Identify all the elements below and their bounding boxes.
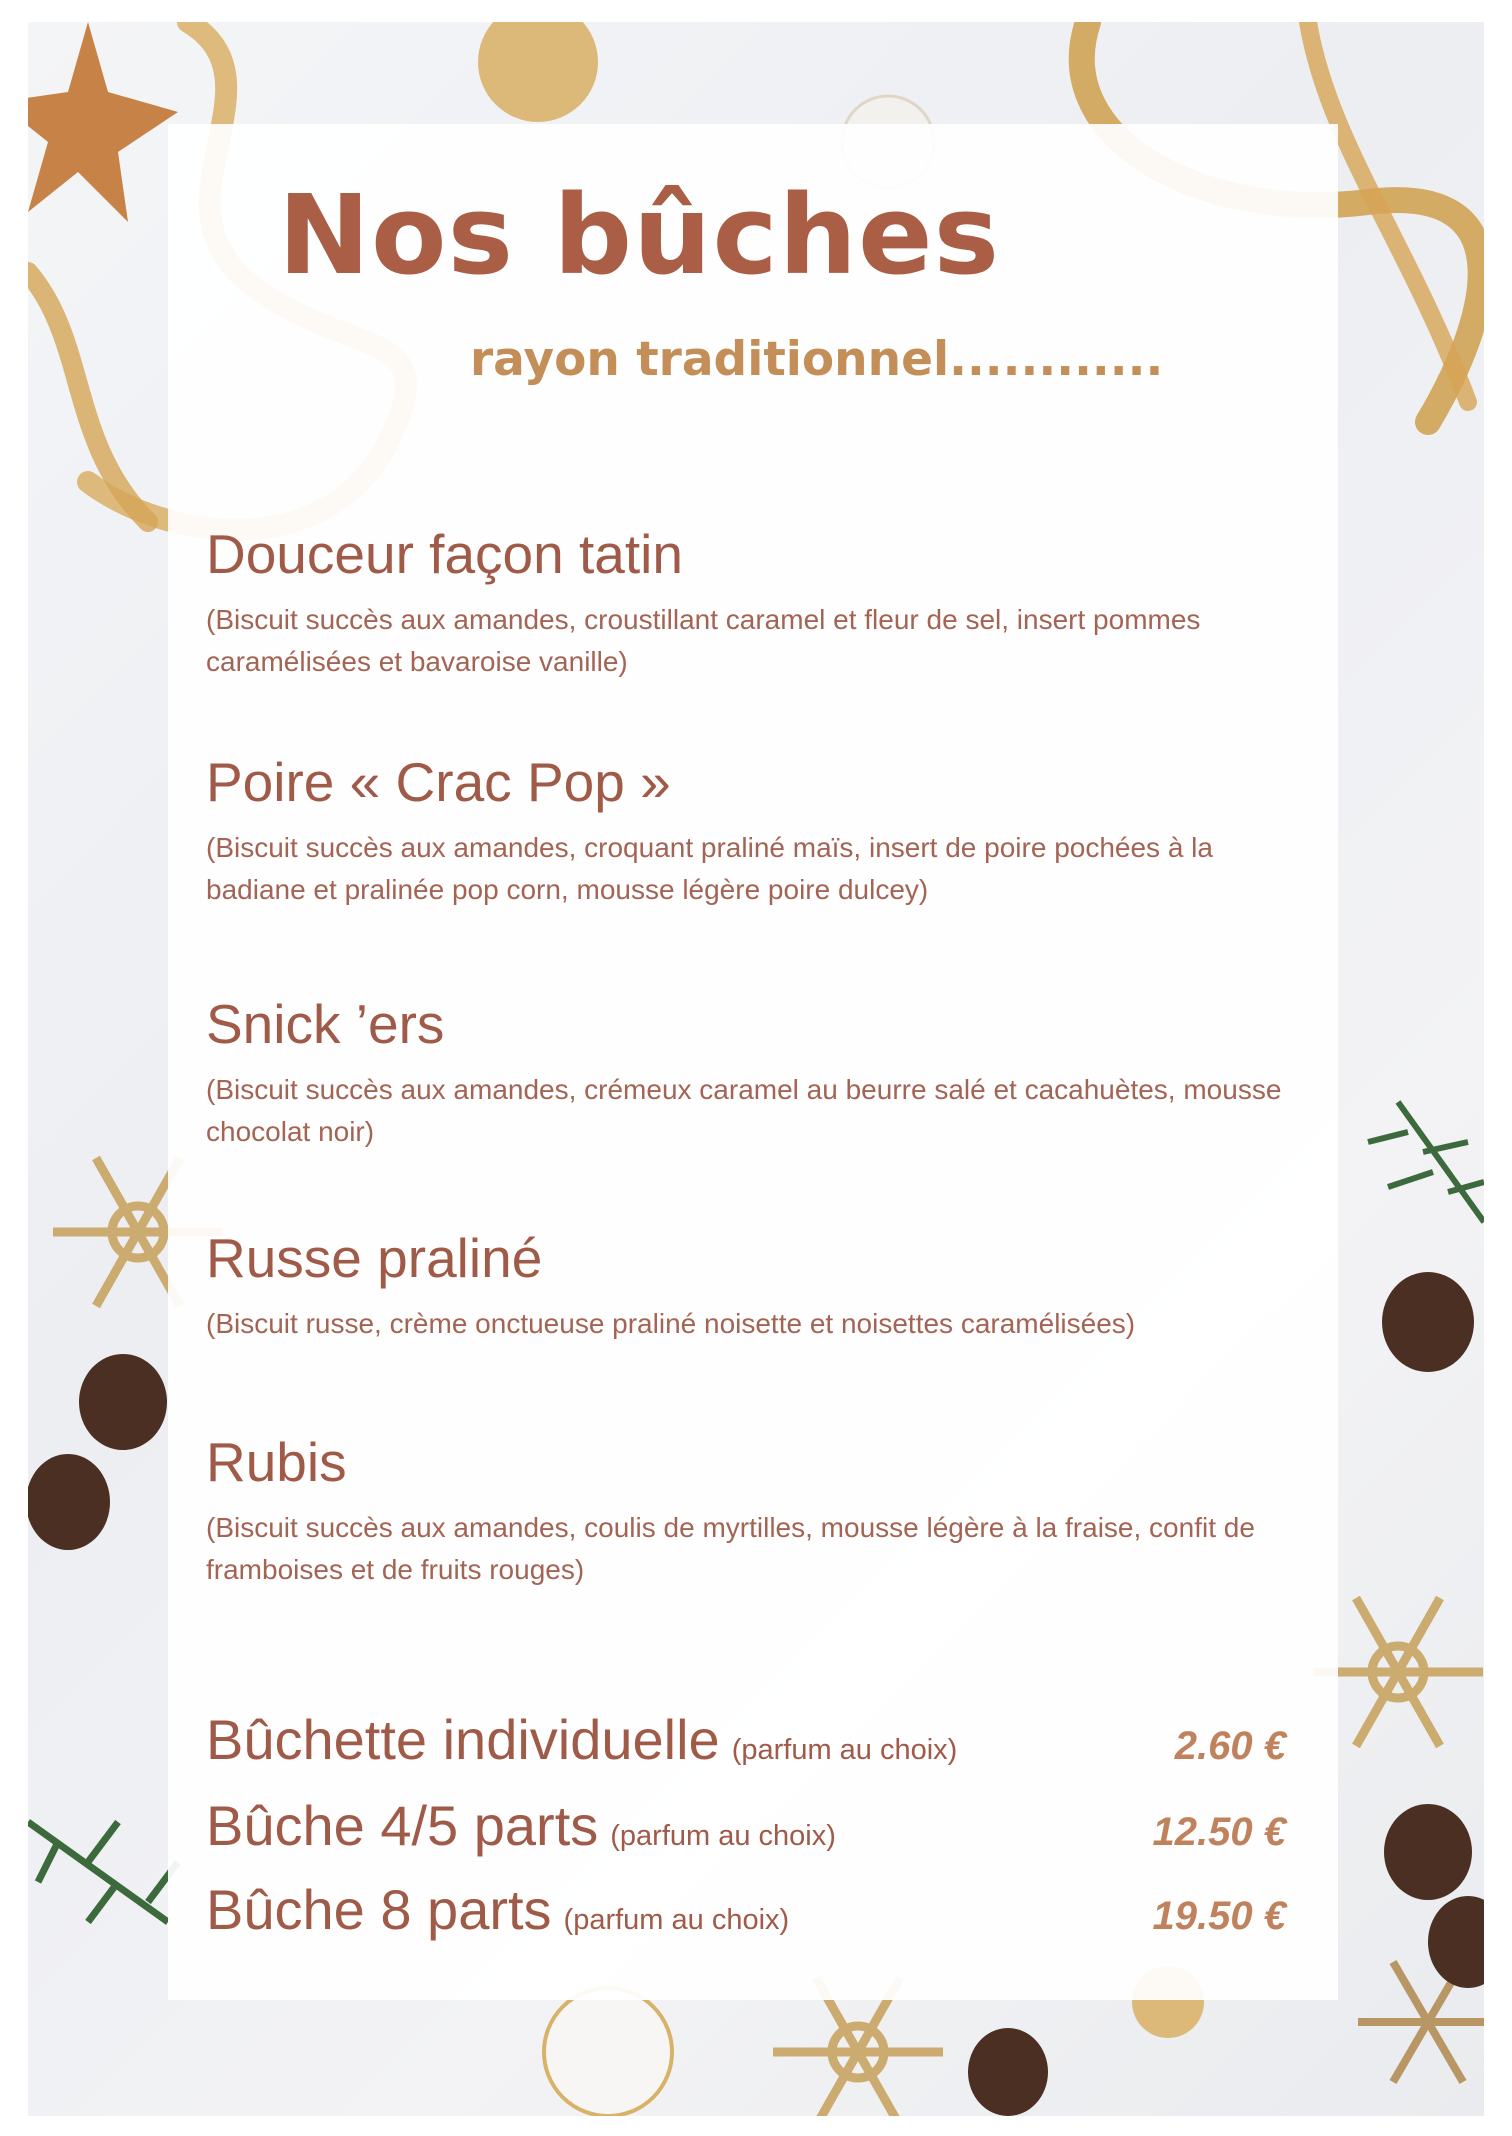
menu-item-description: (Biscuit succès aux amandes, croquant praliné maïs, insert de poire pochées à la badiane et pralinée pop corn, mousse légère poire dulcey) [206, 831, 1213, 905]
price-row-note: (parfum au choix) [563, 1904, 790, 1936]
price-row-label [206, 1878, 790, 1941]
price-row [206, 1704, 1286, 1774]
snowflake-icon [1313, 1598, 1483, 1746]
price-value: 19.50 € [1152, 1894, 1286, 1938]
fir-branch-decoration [28, 1822, 178, 1922]
price-row-note: (parfum au choix) [610, 1820, 836, 1852]
price-row-name: Bûche 4/5 parts [206, 1794, 599, 1857]
menu-item [206, 994, 1286, 1153]
menu-item-description: (Biscuit succès aux amandes, croustillant caramel et fleur de sel, insert pommes caramélisées et bavaroise vanille) [206, 603, 1201, 677]
price-row-label [206, 1794, 836, 1857]
price-value: 2.60 € [1174, 1724, 1286, 1768]
menu-item [206, 1432, 1286, 1591]
pinecone-icon [1384, 1804, 1472, 1900]
bauble-icon [544, 1988, 672, 2116]
price-row-name: Bûche 8 parts [206, 1878, 552, 1941]
pinecone-icon [1428, 1896, 1484, 1988]
price-row-name: Bûchette individuelle [206, 1708, 720, 1771]
menu-item-description: (Biscuit russe, crème onctueuse praliné noisette et noisettes caramélisées) [206, 1307, 1136, 1339]
menu-item-description: (Biscuit succès aux amandes, crémeux caramel au beurre salé et cacahuètes, mousse chocolat noir) [206, 1073, 1282, 1147]
bauble-icon [478, 22, 598, 122]
pinecone-icon [28, 1454, 110, 1550]
price-row-label [206, 1708, 958, 1771]
price-row [206, 1874, 1286, 1944]
menu-item-name: Douceur façon tatin [206, 523, 683, 585]
menu-item-name: Poire « Crac Pop » [206, 751, 671, 813]
menu-item-name: Russe praliné [206, 1227, 543, 1289]
menu-item-name: Snick ’ers [206, 993, 445, 1055]
star-icon [28, 22, 178, 222]
pinecone-icon [1382, 1272, 1474, 1372]
page-subtitle: rayon traditionnel............ [470, 332, 1164, 387]
pinecone-icon [79, 1354, 167, 1450]
menu-item [206, 524, 1286, 683]
fir-branch-decoration [1368, 1102, 1484, 1222]
price-row [206, 1790, 1286, 1860]
price-value: 12.50 € [1152, 1810, 1286, 1854]
pinecone-icon [968, 2028, 1048, 2116]
menu-item [206, 1228, 1286, 1345]
menu-item [206, 752, 1286, 911]
menu-item-description: (Biscuit succès aux amandes, coulis de myrtilles, mousse légère à la fraise, confit de framboises et de fruits rouges) [206, 1511, 1255, 1585]
menu-item-name: Rubis [206, 1431, 347, 1493]
price-row-note: (parfum au choix) [731, 1734, 958, 1766]
page-title: Nos bûches [278, 171, 1001, 299]
